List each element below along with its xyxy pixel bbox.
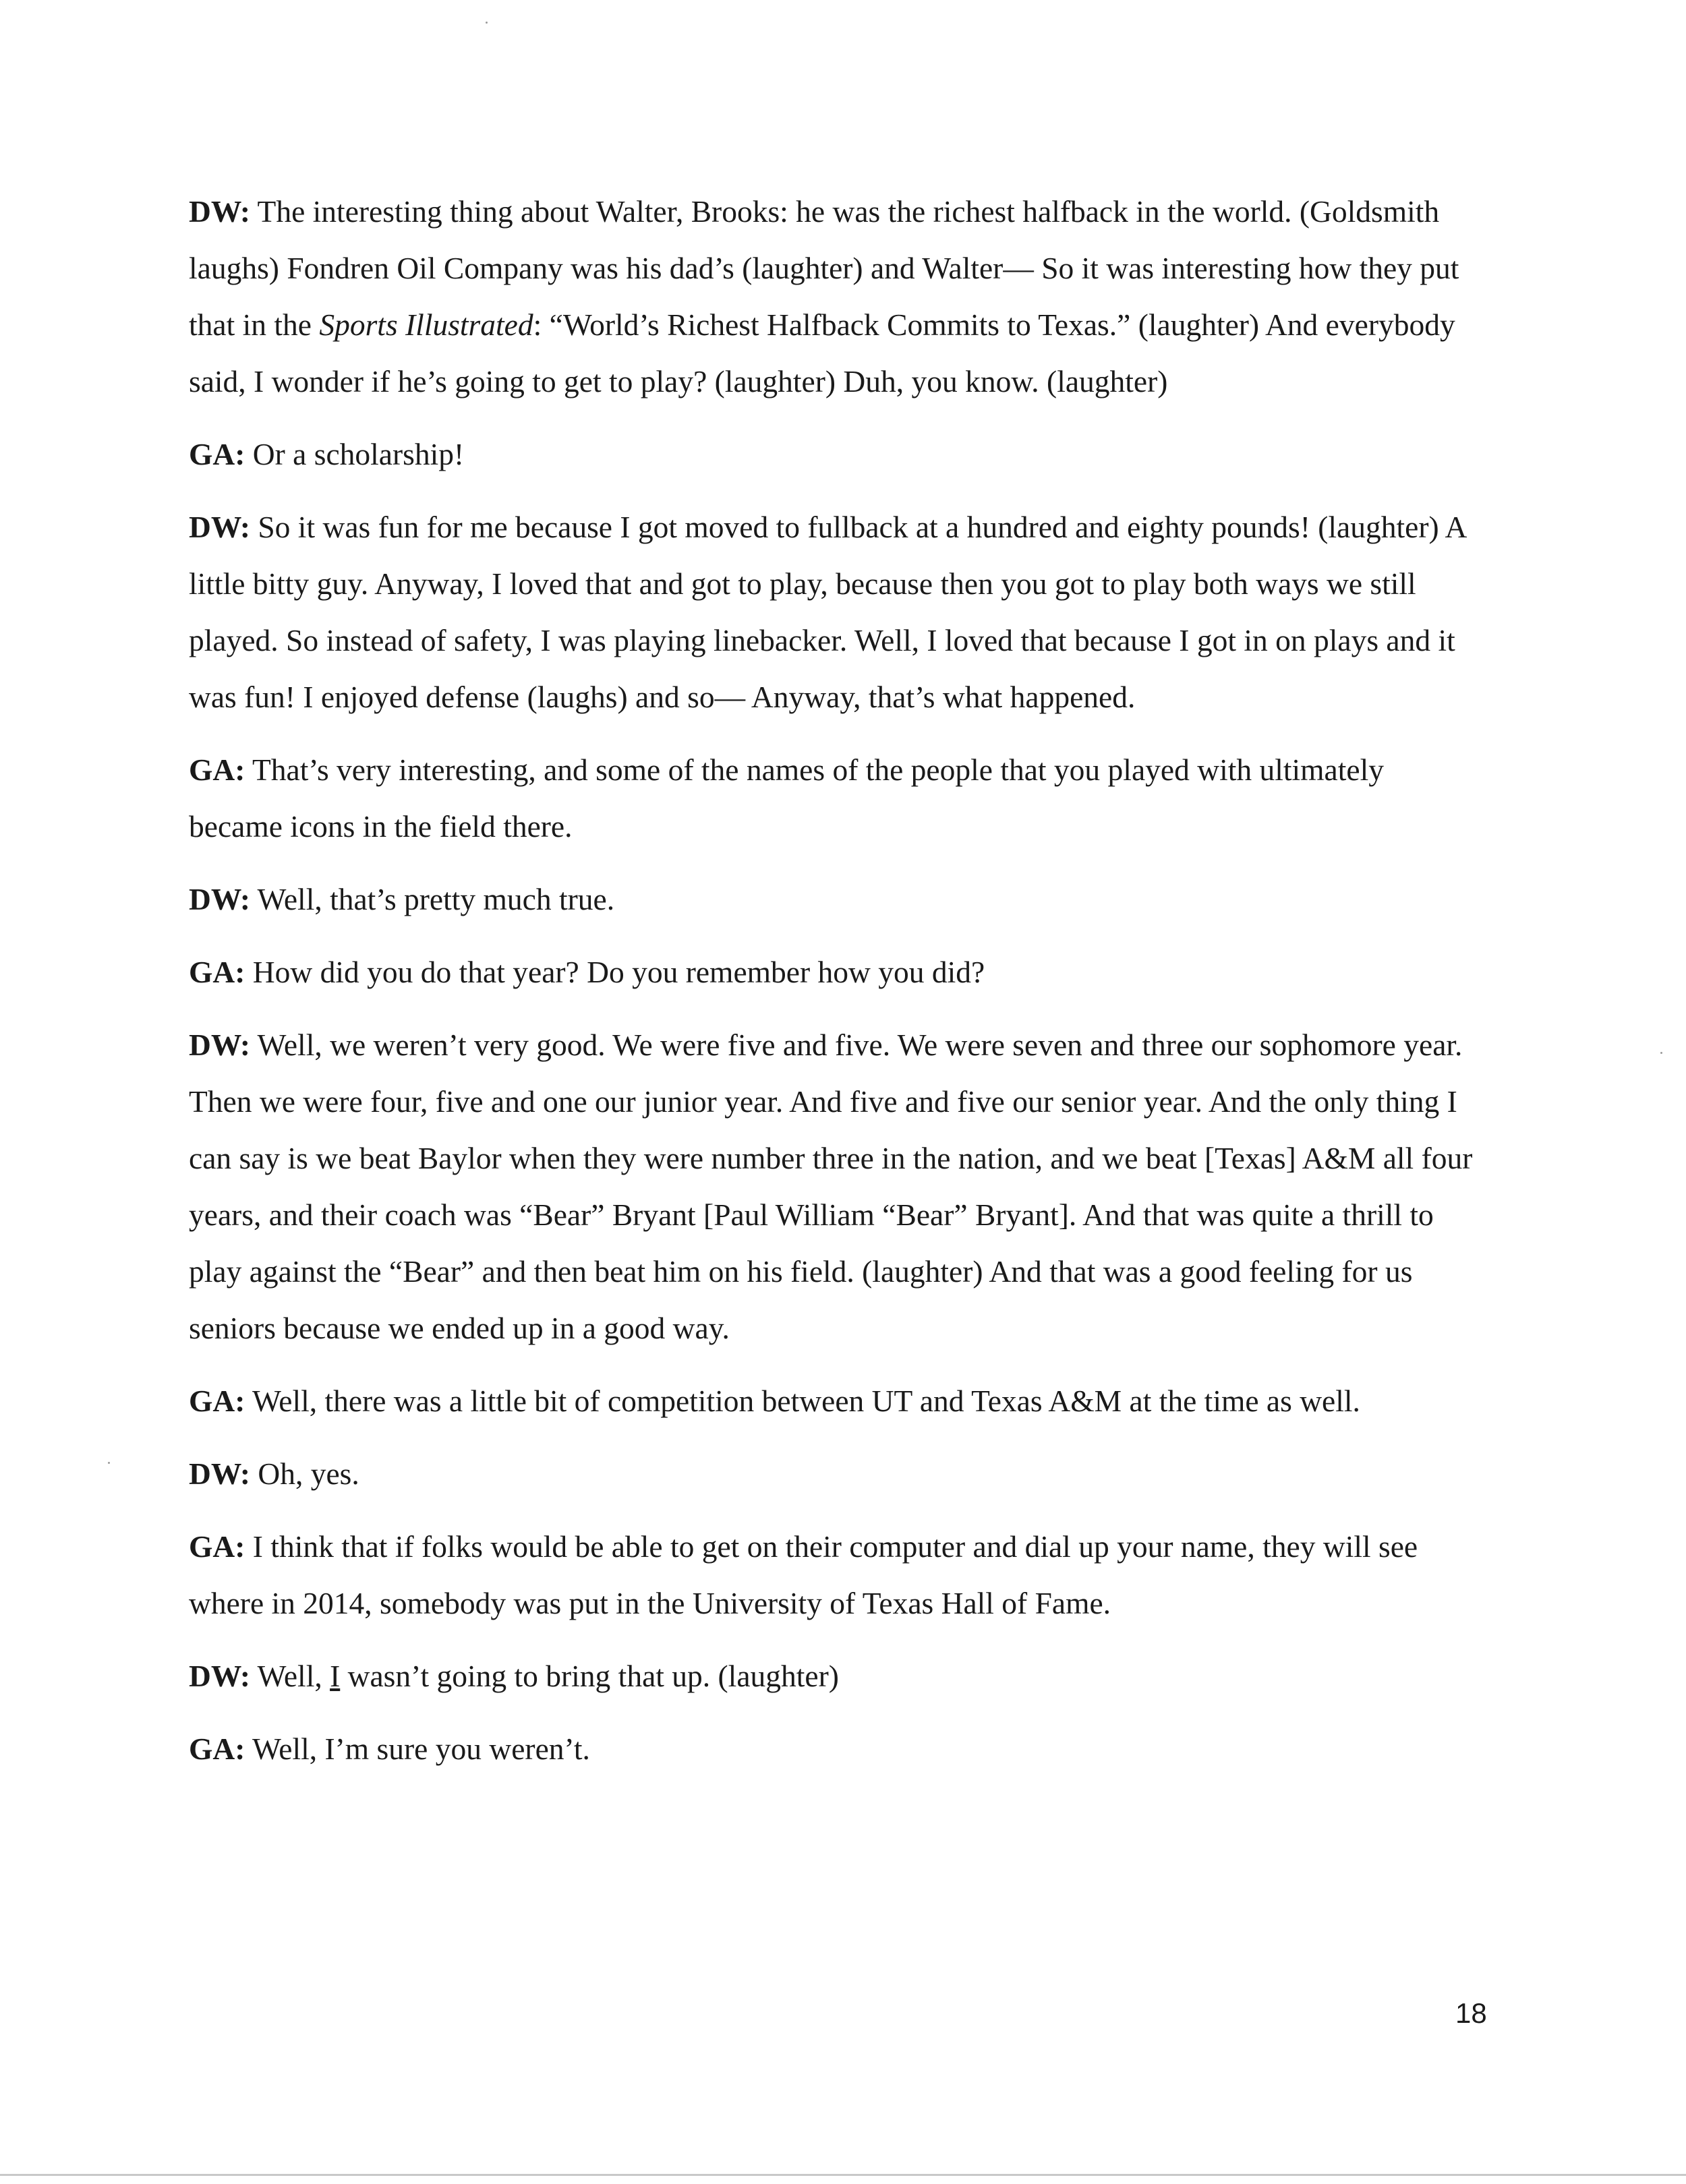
scan-edge-line	[0, 2174, 1686, 2176]
emphasized-word: I	[330, 1659, 341, 1693]
publication-title: Sports Illustrated	[319, 307, 533, 342]
speech-text: That’s very interesting, and some of the names of the people that you played with ultimately became icons in the field there.	[189, 752, 1392, 844]
transcript-entry	[189, 499, 1484, 726]
speaker-label: GA:	[189, 752, 245, 787]
speaker-label: DW:	[189, 1456, 250, 1491]
scan-speck	[1660, 1052, 1662, 1054]
speech-text: wasn’t going to bring that up. (laughter)	[340, 1659, 839, 1693]
transcript-entry	[189, 1648, 1484, 1705]
transcript-entry	[189, 1518, 1484, 1632]
speaker-label: GA:	[189, 1732, 245, 1766]
speech-text: Oh, yes.	[250, 1456, 359, 1491]
transcript-entry	[189, 742, 1484, 855]
page-number: 18	[1455, 1997, 1487, 2029]
transcript-entry	[189, 1017, 1484, 1357]
speech-text: Well, that’s pretty much true.	[250, 882, 615, 916]
speech-text: How did you do that year? Do you remember how you did?	[245, 955, 985, 989]
transcript-entry	[189, 871, 1484, 928]
speech-text: The interesting thing about Walter, Brooks: he was the richest halfback in the world. (Goldsmith laughs) Fondren Oil Company was his dad’s (laughter) and Walter— So it was interesting how they put that in the	[189, 194, 1467, 342]
speaker-label: DW:	[189, 1659, 250, 1693]
speech-text: Well, there was a little bit of competition between UT and Texas A&M at the time as well.	[245, 1384, 1360, 1418]
speech-text: : “World’s Richest Halfback Commits to Texas.” (laughter) And everybody said, I wonder if he’s going to get to play? (laughter) Duh, you know. (laughter)	[189, 307, 1463, 399]
speech-text: Well, I’m sure you weren’t.	[245, 1732, 590, 1766]
speech-text: Or a scholarship!	[245, 437, 465, 471]
transcript-entry	[189, 183, 1484, 410]
scan-speck	[486, 22, 488, 24]
speaker-label: DW:	[189, 882, 250, 916]
scan-speck	[108, 1462, 110, 1464]
speech-text: I think that if folks would be able to get on their computer and dial up your name, they will see where in 2014, somebody was put in the University of Texas Hall of Fame.	[189, 1529, 1426, 1620]
speech-text: Well,	[250, 1659, 330, 1693]
speech-text: Well, we weren’t very good. We were five and five. We were seven and three our sophomore year. Then we were four, five and one our junior year. And five and five our senior year. And the only thing I can say is we beat Baylor when they were number three in the nation, and we beat [Texas] A&M all four years, and their coach was “Bear” Bryant [Paul William “Bear” Bryant]. And that was quite a thrill to play against the “Bear” and then beat him on his field. (laughter) And that was a good feeling for us seniors because we ended up in a good way.	[189, 1028, 1480, 1345]
speaker-label: DW:	[189, 194, 250, 229]
transcript-entry	[189, 1446, 1484, 1502]
speaker-label: GA:	[189, 1384, 245, 1418]
speech-text: So it was fun for me because I got moved to fullback at a hundred and eighty pounds! (laughter) A little bitty guy. Anyway, I loved that and got to play, because then you got to play both ways we still played. So instead of safety, I was playing linebacker. Well, I loved that because I got in on plays and it was fun! I enjoyed defense (laughs) and so— Anyway, that’s what happened.	[189, 510, 1474, 714]
speaker-label: DW:	[189, 1028, 250, 1062]
interview-transcript	[189, 183, 1484, 1794]
speaker-label: GA:	[189, 437, 245, 471]
transcript-entry	[189, 1721, 1484, 1777]
speaker-label: GA:	[189, 955, 245, 989]
speaker-label: DW:	[189, 510, 250, 544]
speaker-label: GA:	[189, 1529, 245, 1564]
transcript-entry	[189, 1373, 1484, 1429]
transcript-entry	[189, 944, 1484, 1001]
transcript-entry	[189, 426, 1484, 483]
